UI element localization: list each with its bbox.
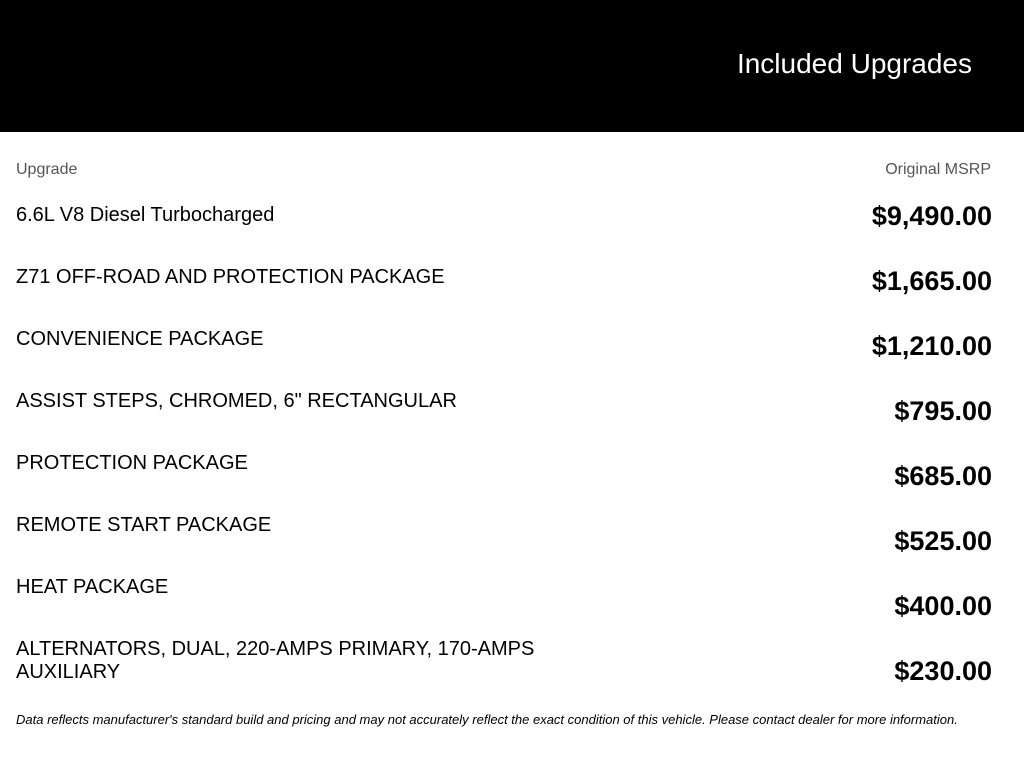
upgrade-price: $1,665.00 (871, 266, 992, 296)
table-row (0, 638, 1024, 698)
upgrade-price: $1,210.00 (871, 331, 992, 361)
table-row (0, 390, 1024, 450)
upgrade-name: CONVENIENCE PACKAGE (16, 328, 264, 350)
upgrade-name: PROTECTION PACKAGE (16, 452, 248, 474)
upgrade-name: HEAT PACKAGE (16, 576, 169, 598)
page-title: Included Upgrades (736, 48, 972, 79)
upgrade-name: Z71 OFF-ROAD AND PROTECTION PACKAGE (16, 266, 445, 288)
table-row (0, 201, 1024, 264)
upgrade-price: $400.00 (894, 591, 992, 621)
upgrade-price: $525.00 (894, 526, 992, 556)
upgrade-name: ALTERNATORS, DUAL, 220-AMPS PRIMARY, 170-AMPS AUXILIARY (16, 638, 535, 683)
upgrade-price: $230.00 (894, 656, 992, 686)
upgrade-price: $685.00 (894, 461, 992, 491)
disclaimer-text: Data reflects manufacturer's standard build and pricing and may not accurately reflect the exact condition of this vehicle. Please contact dealer for more information. (16, 712, 958, 727)
upgrade-price: $9,490.00 (871, 201, 992, 231)
table-row (0, 576, 1024, 636)
table-row (0, 328, 1024, 388)
header-banner (0, 0, 1024, 132)
table-row (0, 266, 1024, 326)
upgrade-name: ASSIST STEPS, CHROMED, 6" RECTANGULAR (16, 390, 457, 412)
upgrade-price: $795.00 (894, 396, 992, 426)
column-header-msrp: Original MSRP (885, 161, 991, 178)
table-row (0, 452, 1024, 512)
column-header-upgrade: Upgrade (16, 161, 78, 178)
table-row (0, 514, 1024, 574)
upgrade-name: REMOTE START PACKAGE (16, 514, 272, 536)
upgrade-name: 6.6L V8 Diesel Turbocharged (16, 204, 275, 226)
